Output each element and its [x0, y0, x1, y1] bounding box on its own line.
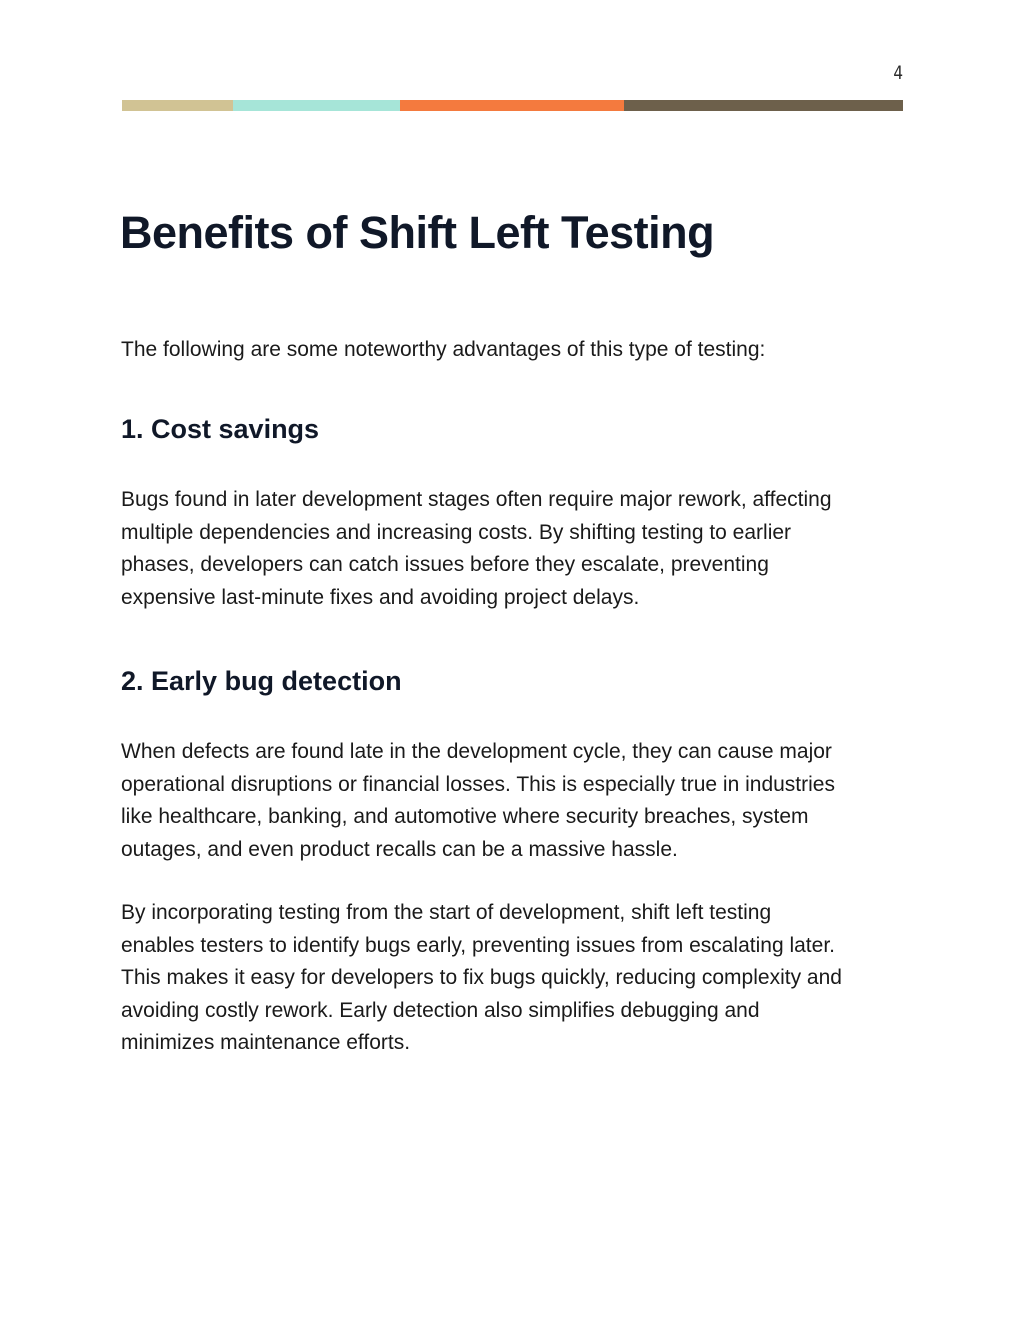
paragraph-line: By incorporating testing from the start of development, shift left testing [121, 901, 772, 924]
paragraph-line: multiple dependencies and increasing costs. By shifting testing to earlier [121, 520, 792, 544]
paragraph-line: phases, developers can catch issues before they escalate, preventing [121, 553, 769, 577]
page-number: 4 [893, 62, 903, 84]
paragraph-line: avoiding costly rework. Early detection also simplifies debugging and [121, 998, 760, 1022]
section-heading-cost-savings: 1. Cost savings [121, 414, 320, 444]
paragraph-line: operational disruptions or financial losses. This is especially true in industries [121, 772, 835, 796]
paragraph-line: This makes it easy for developers to fix bugs quickly, reducing complexity and [121, 966, 842, 990]
cost-savings-paragraph [121, 484, 911, 614]
section-heading-early-bug-detection: 2. Early bug detection [121, 666, 402, 696]
decorative-color-bar [122, 100, 903, 111]
color-bar-segment-orange [400, 100, 624, 111]
color-bar-segment-tan [122, 100, 233, 111]
paragraph-line: expensive last-minute fixes and avoiding project delays. [121, 585, 640, 609]
page-title: Benefits of Shift Left Testing [120, 207, 715, 258]
color-bar-segment-mint [233, 100, 400, 111]
paragraph-line: minimizes maintenance efforts. [121, 1031, 411, 1055]
early-bug-detection-paragraph-2 [121, 897, 911, 1060]
paragraph-line: When defects are found late in the development cycle, they can cause major [121, 740, 832, 763]
paragraph-line: Bugs found in later development stages often require major rework, affecting [121, 488, 832, 511]
paragraph-line: enables testers to identify bugs early, preventing issues from escalating later. [121, 933, 835, 957]
paragraph-line: outages, and even product recalls can be a massive hassle. [121, 837, 678, 861]
intro-paragraph: The following are some noteworthy advantages of this type of testing: [121, 338, 766, 361]
early-bug-detection-paragraph-1 [121, 736, 911, 866]
paragraph-line: like healthcare, banking, and automotive where security breaches, system [121, 805, 809, 829]
color-bar-segment-brown [624, 100, 903, 111]
